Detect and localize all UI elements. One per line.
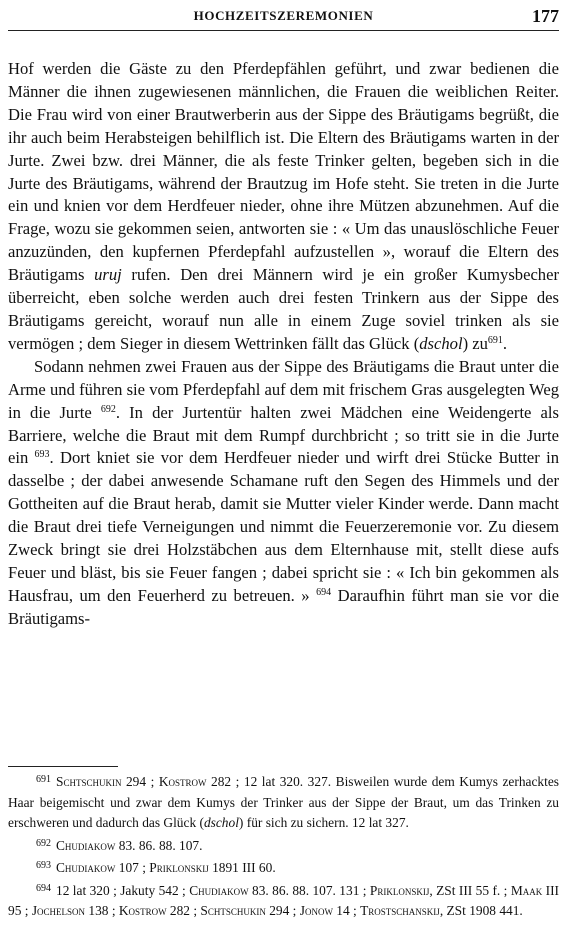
italic-term: dschol [419, 333, 463, 353]
footnote-ref[interactable]: 694 [316, 586, 332, 598]
text-run: 294 ; [121, 774, 159, 789]
text-run: 12 lat 320 ; Jakuty 542 ; [56, 882, 190, 898]
footnote-ref[interactable]: 693 [34, 449, 50, 461]
running-header [8, 3, 559, 29]
footnote-692 [8, 834, 559, 857]
text-run: rufen. Den drei Männern wird je ein großer Kumysbecher überreicht, eben solche werden auch drei festen Trinkern aus der Sippe des Bräutigams gereicht, worauf nun alle in einem Zuge soviel trinken als sie vermögen ; dem Sieger in diesem Wettrinken fällt das Glück ( [8, 265, 559, 353]
author-name: Schtschukin [200, 903, 266, 918]
text-run: ) für sich zu sichern. 12 lat 327. [238, 815, 409, 830]
running-title: HOCHZEITSZEREMONIEN [193, 8, 374, 23]
text-run: III 95 ; [8, 882, 560, 918]
footnote-number: 692 [36, 837, 51, 849]
footnote-ref[interactable]: 691 [487, 334, 503, 346]
paragraph-1 [8, 58, 559, 356]
text-run: 107 ; [115, 860, 150, 875]
author-name: Chudiakow [56, 860, 116, 875]
header-rule [8, 30, 559, 31]
footnote-number: 691 [36, 774, 51, 785]
footnotes [8, 770, 559, 922]
text-run: Sodann nehmen zwei Frauen aus der Sippe des Bräutigams die Braut unter die Arme und führen sie vom Pferdepfahl auf dem mit frischem Gras ausgelegten Weg in die Jurte [8, 356, 559, 422]
text-run: . In der Jurtentür halten zwei Mädchen eine Weidengerte als Barriere, welche die Braut mit dem Rumpf durchbricht ; so tritt sie in die Jurte ein [8, 402, 559, 468]
author-name: Chudiakow [56, 837, 116, 853]
author-name: Jochelson [31, 903, 86, 918]
text-run: 138 ; [85, 903, 119, 918]
footnote-693 [8, 856, 559, 879]
text-run: 294 ; [265, 903, 300, 918]
author-name: Maak [510, 882, 543, 898]
italic-term: uruj [94, 265, 122, 285]
text-run: 83. 86. 88. 107. [115, 837, 203, 853]
footnote-ref[interactable]: 692 [100, 403, 116, 415]
page-number: 177 [532, 5, 559, 26]
author-name: Priklonskij [369, 882, 430, 898]
author-name: Priklonskij [149, 860, 209, 875]
footnote-number: 693 [36, 860, 51, 871]
text-run: 282 ; 12 lat 320. 327. Bisweilen wurde dem Kumys zerhacktes Haar beigemischt und zwar dem Kumys der Trinker aus der Sippe der Braut, um das Trinken zu erschweren und dadurch das Glück ( [8, 774, 559, 830]
author-name: Trostschanskij [360, 903, 440, 918]
paragraph-2 [8, 356, 559, 631]
text-run: . [502, 333, 508, 353]
text-run: Hof werden die Gäste zu den Pferdepfählen geführt, und zwar bedienen die Männer die ihnen zugewiesenen männlichen, die Frauen die weiblichen Reiter. Die Frau wird von einer Brautwerberin aus der Sippe des Bräutigams begrüßt, die ihr auch beim Herabsteigen behilflich ist. Die Eltern des Bräutigams warten in der Jurte. Zwei bzw. drei Männer, die als feste Trinker gelten, begeben sich in die Jurte des Bräutigams, während der Brautzug im Hofe steht. Sie treten in die Jurte ein und knien vor dem Herdfeuer nieder, ohne ihre Mützen abzunehmen. Auf die Frage, wozu sie gekommen seien, antworten sie : « Um das unauslöschliche Feuer anzuzünden, den kupfernen Pferdepfahl aufzustellen », worauf die Eltern des Bräutigams [8, 59, 559, 285]
author-name: Chudiakow [189, 882, 249, 898]
footnote-number: 694 [36, 882, 51, 894]
text-run: 1891 III 60. [208, 860, 276, 875]
text-run: , ZSt 1908 441. [439, 903, 523, 918]
text-run: 14 ; [332, 903, 361, 918]
text-run: , ZSt III 55 f. ; [429, 882, 511, 898]
author-name: Kostrow [118, 903, 167, 918]
text-run: ) zu [462, 333, 488, 353]
footnote-691 [8, 770, 559, 834]
italic-term: dschol [203, 815, 239, 830]
text-run: 83. 86. 88. 107. 131 ; [248, 882, 370, 898]
text-run: 282 ; [166, 903, 201, 918]
author-name: Kostrow [158, 774, 207, 789]
author-name: Schtschukin [56, 774, 122, 789]
footnote-rule [8, 766, 118, 767]
author-name: Jonow [299, 903, 333, 918]
text-run: . Dort kniet sie vor dem Herdfeuer nieder und wirft drei Stücke Butter in dasselbe ; der dabei anwesende Schamane ruft den Segen des Himmels und der Gottheiten auf die Braut herab, damit sie Mutter vieler Kinder werde. Dann macht die Braut drei tiefe Verneigungen und nimmt die Feuerzeremonie vor. Zu diesem Zweck bringt sie drei Holzstäbchen aus dem Elternhause mit, stellt diese aufs Feuer und bläst, bis sie Feuer fangen ; dabei spricht sie : « Ich bin gekommen als Hausfrau, um den Feuerherd zu betreuen. » [8, 448, 559, 605]
text-run: Daraufhin führt man sie vor die Bräutigams- [8, 585, 560, 628]
main-text [8, 58, 559, 631]
footnote-694 [8, 879, 559, 922]
